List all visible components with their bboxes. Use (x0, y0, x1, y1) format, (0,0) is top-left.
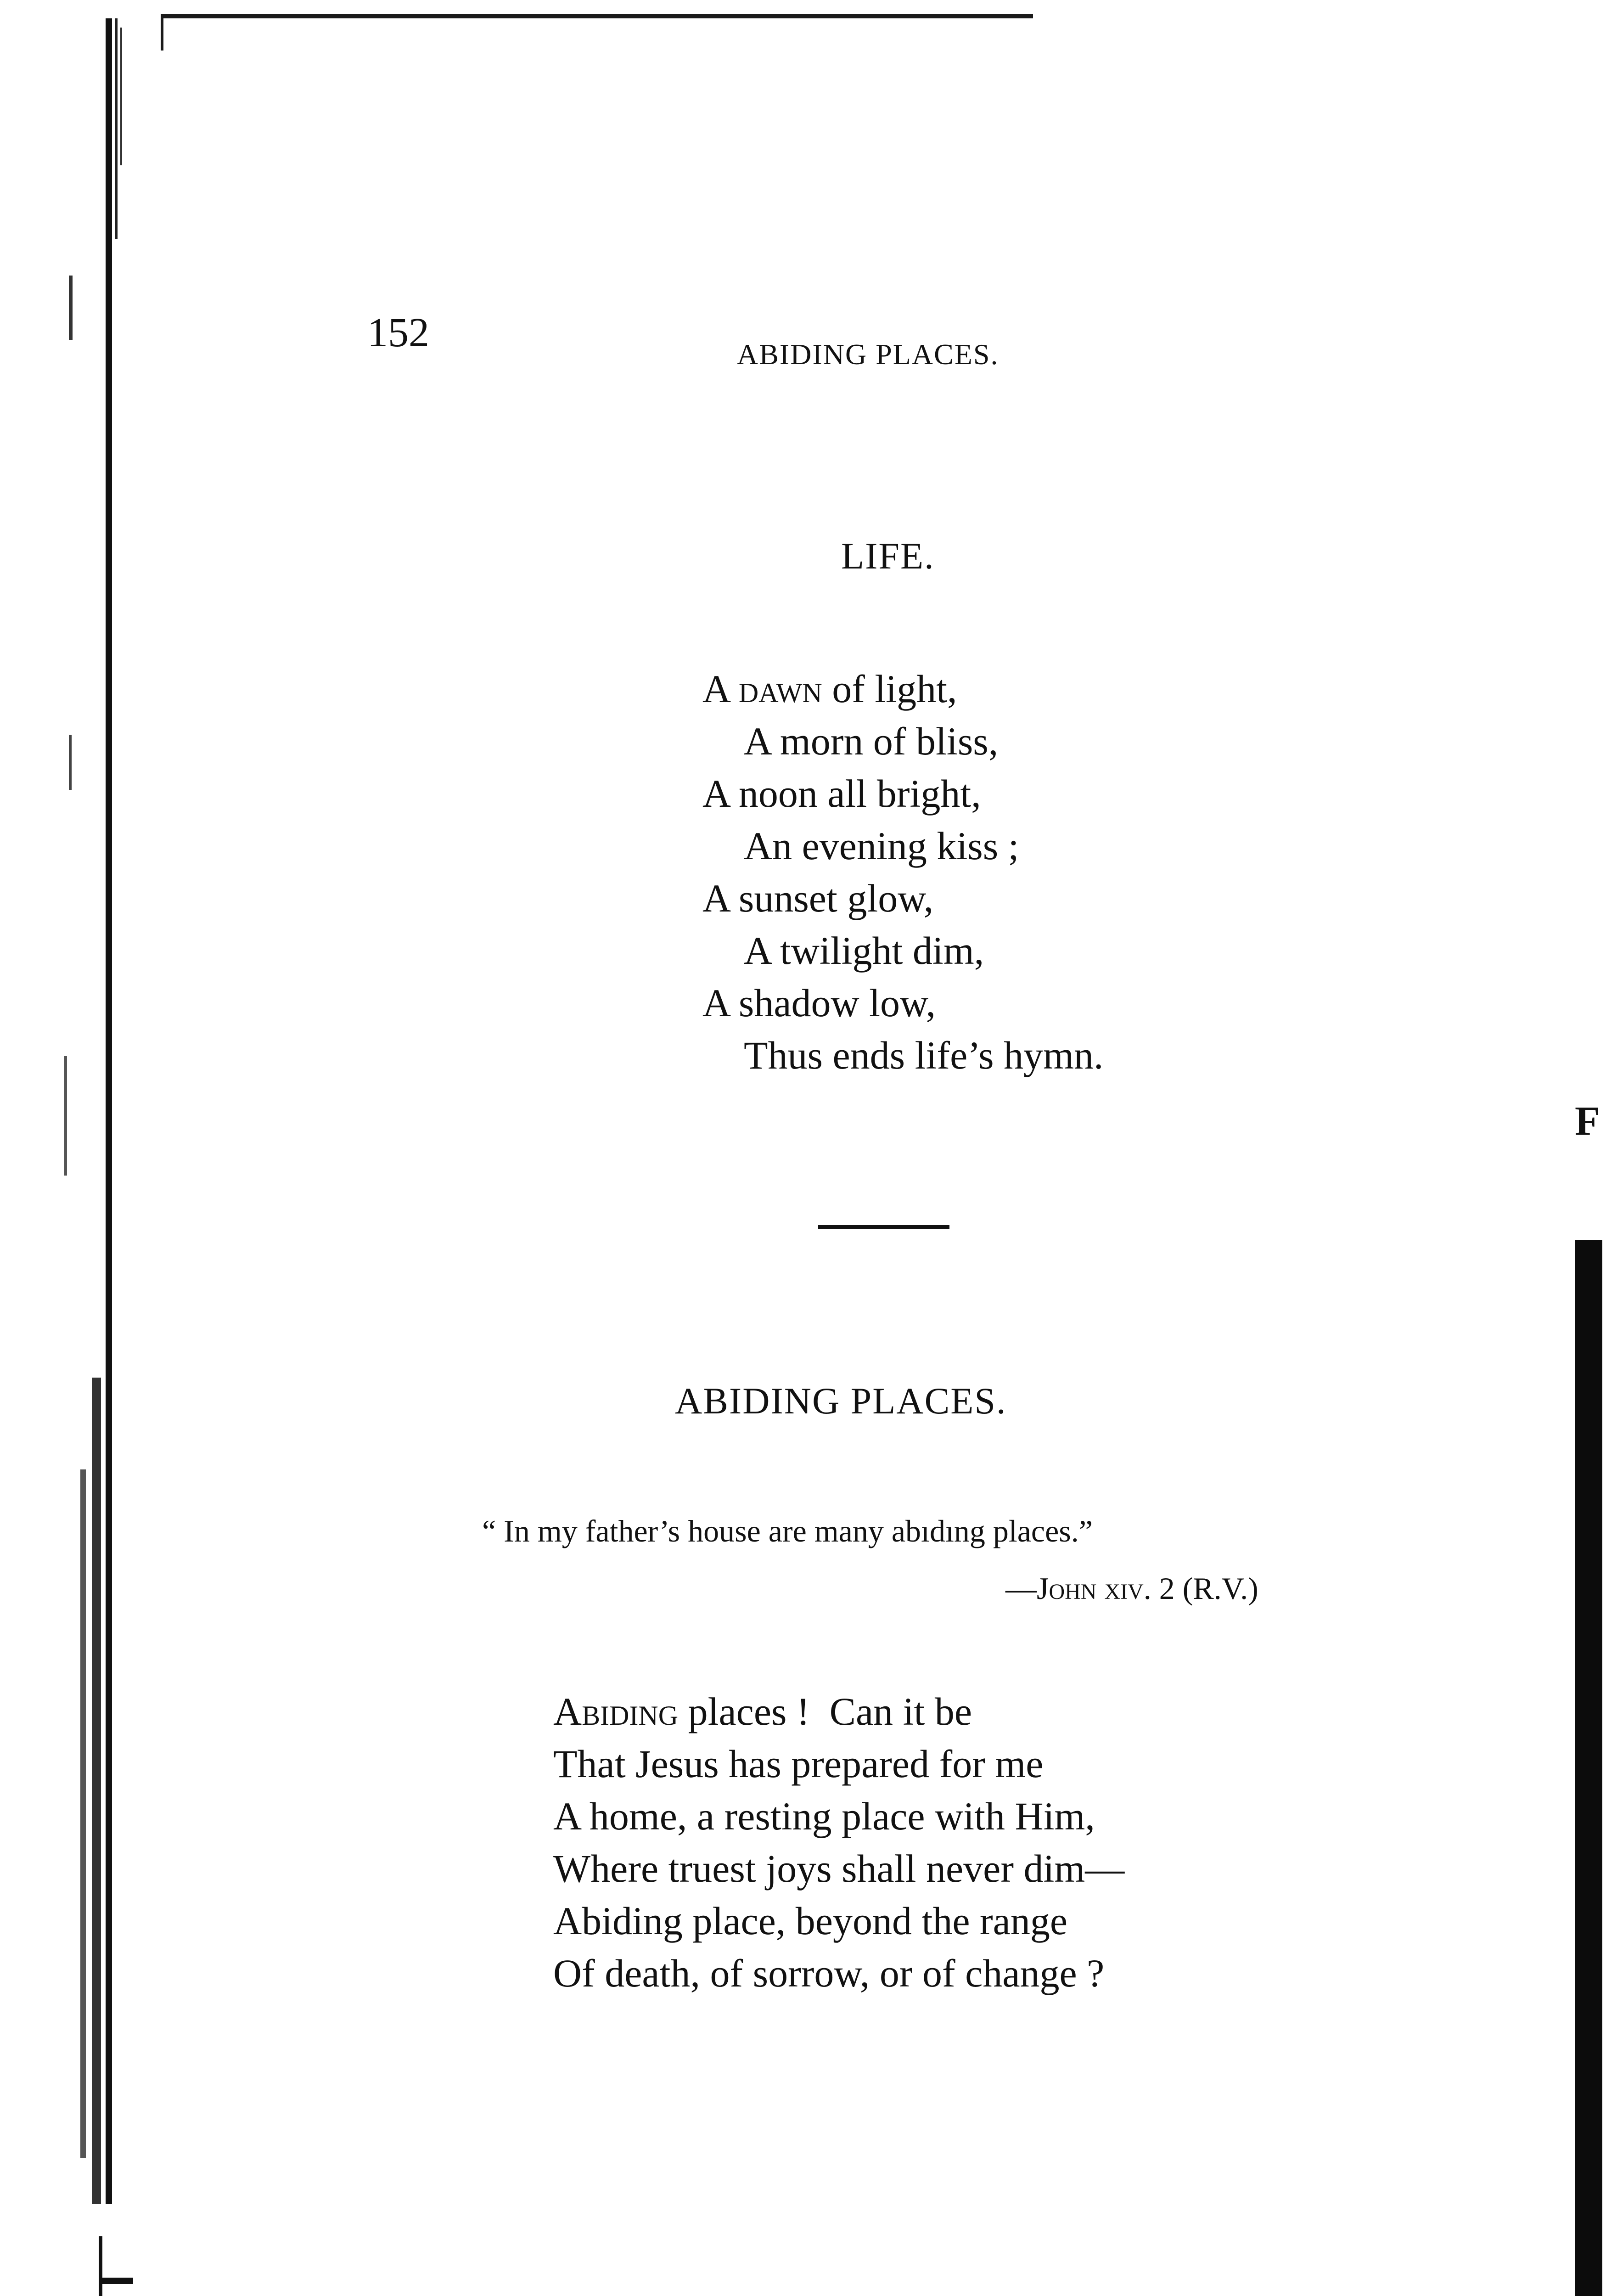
abiding-poem (553, 1685, 1124, 1999)
poem-line: Thus ends life’s hymn. (744, 1033, 1104, 1077)
life-poem-title: LIFE. (841, 535, 935, 577)
poem-line: Where truest joys shall never dim— (553, 1846, 1125, 1891)
epigraph-citation: —John xiv. 2 (R.V.) (1005, 1571, 1258, 1606)
poem-line: Of death, of sorrow, or of change ? (553, 1951, 1105, 1995)
poem-line: A home, a resting place with Him, (553, 1794, 1095, 1838)
poem-line: An evening kiss ; (744, 824, 1019, 868)
epigraph-quote: “ In my father’s house are many abıdıng places.” (482, 1514, 1093, 1548)
poem-line: A morn of bliss, (744, 719, 999, 763)
abiding-poem-title: ABIDING PLACES. (675, 1380, 1007, 1422)
poem-line: A twilight dim, (744, 929, 984, 973)
scan-frame-left (161, 14, 163, 51)
scan-frame-top (161, 14, 1033, 18)
life-poem (702, 663, 1104, 1081)
poem-line: Abiding places ! Can it be (553, 1689, 972, 1733)
poem-line: That Jesus has prepared for me (553, 1742, 1044, 1786)
scan-edge-right (1575, 1240, 1602, 2296)
section-divider (818, 1225, 949, 1229)
scan-specks-bottom (101, 2287, 1570, 2296)
poem-line: A shadow low, (702, 981, 936, 1025)
poem-line: A dawn of light, (702, 667, 957, 711)
poem-line: A sunset glow, (702, 876, 934, 920)
running-head: ABIDING PLACES. (737, 338, 999, 371)
page-number: 152 (367, 310, 429, 355)
poem-line: A noon all bright, (702, 771, 981, 816)
margin-glyph: F (1575, 1098, 1600, 1144)
scan-edge-left (0, 0, 138, 2296)
poem-line: Abiding place, beyond the range (553, 1899, 1068, 1943)
